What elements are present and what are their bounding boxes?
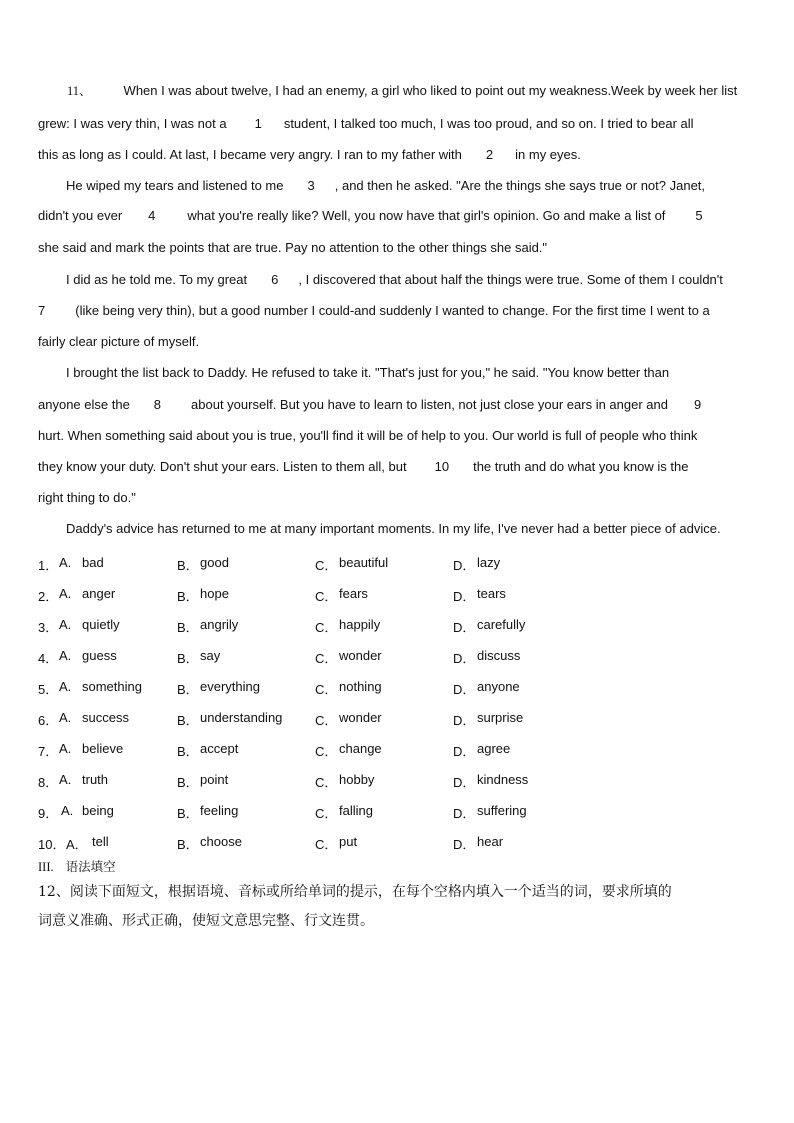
passage-line-5: didn't you ever 4 what you're really like? Well, you now have that girl's opinion. Go and make a list of 5 <box>38 208 763 224</box>
question-number-11: 11、 <box>67 84 92 98</box>
option-b: say <box>200 648 221 663</box>
blank-3: 3 <box>307 178 315 193</box>
option-c: change <box>339 741 382 756</box>
question-12-instruction-line-1: 12、阅读下面短文，根据语境、音标或所给单词的提示，在每个空格内填入一个适当的词，要求所填的 <box>38 884 672 900</box>
option-d: hear <box>477 834 504 849</box>
option-b: understanding <box>200 710 283 725</box>
option-d: agree <box>477 741 511 756</box>
option-a: bad <box>82 555 104 570</box>
passage-line-1: 11、 When I was about twelve, I had an enemy, a girl who liked to point out my weakness.Week by week her list <box>67 83 738 98</box>
option-a: truth <box>82 772 109 787</box>
option-c: nothing <box>339 679 382 694</box>
option-c: wonder <box>339 648 382 663</box>
blank-8: 8 <box>153 397 162 412</box>
option-a: being <box>82 803 114 818</box>
option-c: falling <box>339 803 373 818</box>
option-a: quietly <box>82 617 120 632</box>
option-c: fears <box>339 586 368 601</box>
passage-line-10: I brought the list back to Daddy. He refused to take it. "That's just for you," he said. "You know better than <box>66 365 670 380</box>
passage-line-3: this as long as I could. At last, I became very angry. I ran to my father with 2 in my eyes. <box>38 147 581 162</box>
option-d: lazy <box>477 555 501 570</box>
option-b: accept <box>200 741 239 756</box>
passage-line-8: 7 (like being very thin), but a good number I could-and suddenly I wanted to change. For the first time I went to a <box>38 303 710 318</box>
option-b: everything <box>200 679 260 694</box>
option-b: hope <box>200 586 229 601</box>
option-d: carefully <box>477 617 526 632</box>
option-d: discuss <box>477 648 521 663</box>
option-c: wonder <box>339 710 382 725</box>
option-d: kindness <box>477 772 529 787</box>
exam-page: 11、 When I was about twelve, I had an enemy, a girl who liked to point out my weakness.Week by week her list grew: I was very thin, I was not a 1 student, I talked too much, I was too proud, and so on. I tried to bear all this as long as I could. At last, I became very angry. I ran to my father with 2 in my eyes. He wiped my tears and listened to me 3 , and then he asked. "Are the things she says true or not? Janet, didn't you ever 4 what you're really like? Well, you now have that girl's opinion. Go and make a list of 5 she said and mark the points that are true. Pay no attention to the other things she said." I did as he told me. To my great 6 , I discovered that about half the things were true. Some of them I couldn't 7 (like being very thin), but a good number I could-and suddenly I wanted to change. For the first time I went to a fairly clear picture of myself. I brought the list back to Daddy. He refused to take it. "That's just for you," he said. "You know better than anyone else the 8 about yourself. But you have to learn to listen, not just close your ears in anger and 9 hurt. When something said about you is true, you'll find it will be of help to you. Our world is full of people who think they know your duty. Don't shut your ears. Listen to them all, but 10 the truth and do what you know is the right thing to do." Daddy's advice has returned to me at many important moments. In my life, I've never had a better piece of advice. 1． A. bad B． good C． beautiful D． lazy 2． A. anger B． hope C． fears D． tears 3． A. quietly B． angrily C． happily D． carefully 4． A. guess B． say C． wonder D． discuss 5． A. something B． everything C． nothing D． anyone 6． A. success B． understanding C． wonder D． surprise 7． A. believe B． accept C． change D． agree 8． A. truth B． point C． hobby D． kindness 9． A. being B． feeling C． falling D． suffering 10． A． tell B． choose C． put D． hear III. 语法填空 12、阅读下面短文，根据语境、音标或所给单词的提示，在每个空格内填入一个适当的词，要求所填的 词意义准确、形式正确，使短文意思完整、行文连贯。 <box>0 0 794 1123</box>
option-a: something <box>82 679 142 694</box>
blank-10: 10 <box>434 459 450 474</box>
passage-line-6: she said and mark the points that are true. Pay no attention to the other things she said." <box>38 240 548 255</box>
option-d: anyone <box>477 679 520 694</box>
passage-line-9: fairly clear picture of myself. <box>38 334 200 349</box>
blank-6: 6 <box>271 272 279 287</box>
option-a: believe <box>82 741 124 756</box>
passage-line-4: He wiped my tears and listened to me 3 , and then he asked. "Are the things she says true or not? Janet, <box>66 178 706 193</box>
passage-line-13: they know your duty. Don't shut your ears. Listen to them all, but 10 the truth and do what you know is the <box>38 459 689 474</box>
passage-line-14: right thing to do." <box>38 490 136 505</box>
option-d: surprise <box>477 710 524 725</box>
blank-1: 1 <box>254 116 262 131</box>
blank-5: 5 <box>695 208 703 223</box>
blank-7: 7 <box>38 303 46 318</box>
option-a: tell <box>92 834 109 849</box>
passage-line-12: hurt. When something said about you is true, you'll find it will be of help to you. Our world is full of people who think <box>38 428 698 443</box>
blank-9: 9 <box>693 397 702 412</box>
option-c: happily <box>339 617 381 632</box>
option-c: put <box>339 834 358 849</box>
option-a: success <box>82 710 129 725</box>
option-b: choose <box>200 834 242 849</box>
option-d: tears <box>477 586 506 601</box>
option-b: feeling <box>200 803 239 818</box>
passage-line-7: I did as he told me. To my great 6 , I discovered that about half the things were true. Some of them I couldn't <box>66 272 723 287</box>
question-12-instruction-line-2: 词意义准确、形式正确，使短文意思完整、行文连贯。 <box>38 913 374 929</box>
option-a: anger <box>82 586 116 601</box>
option-c: beautiful <box>339 555 389 570</box>
passage-line-11: anyone else the 8 about yourself. But you have to learn to listen, not just close your ears in anger and 9 <box>38 397 763 413</box>
section-heading: III. 语法填空 <box>38 860 116 874</box>
passage-line-15: Daddy's advice has returned to me at many important moments. In my life, I've never had a better piece of advice. <box>66 521 721 536</box>
option-b: good <box>200 555 229 570</box>
blank-4: 4 <box>148 208 156 223</box>
blank-2: 2 <box>485 147 494 162</box>
option-b: point <box>200 772 229 787</box>
option-d: suffering <box>477 803 527 818</box>
option-c: hobby <box>339 772 375 787</box>
option-b: angrily <box>200 617 239 632</box>
option-a: guess <box>82 648 117 663</box>
passage-line-2: grew: I was very thin, I was not a 1 student, I talked too much, I was too proud, and so on. I tried to bear all <box>38 116 694 131</box>
